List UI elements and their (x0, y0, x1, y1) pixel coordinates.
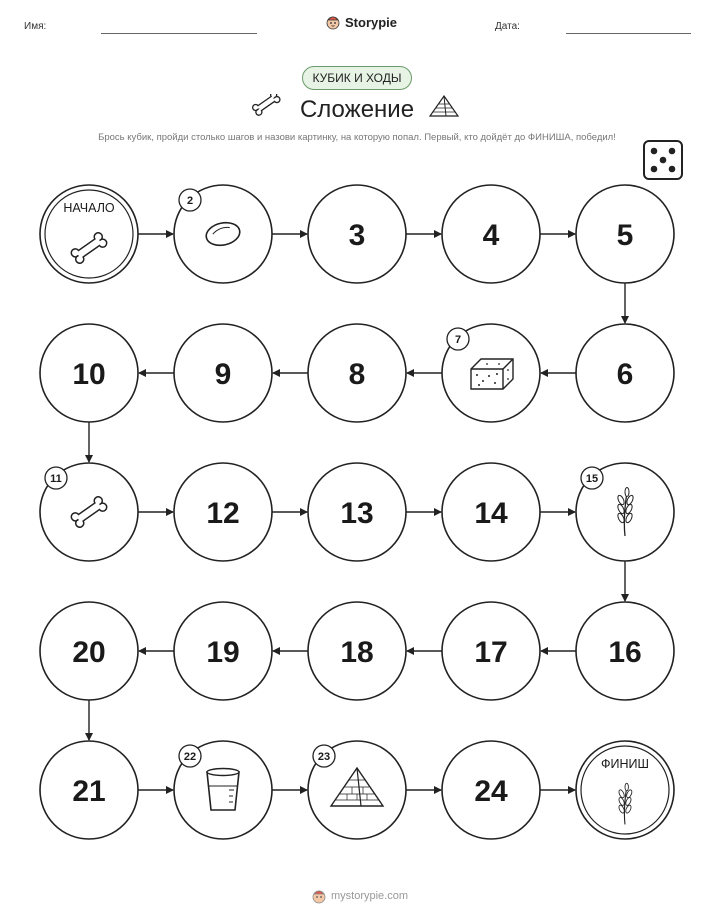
category-badge: КУБИК И ХОДЫ (302, 66, 412, 90)
cell-number: 21 (72, 775, 106, 808)
cup-icon (207, 769, 239, 811)
board-cells (40, 185, 674, 839)
board-cell (174, 324, 272, 422)
cell-number: 16 (608, 636, 642, 669)
instructions: Брось кубик, пройди столько шагов и назови картинку, на которую попал. Первый, кто дойдёт до ФИНИША, победил! (98, 132, 616, 143)
start-label: НАЧАЛО (63, 201, 115, 215)
cell-number: 6 (616, 358, 634, 391)
cell-number: 9 (214, 358, 232, 391)
board-cell (174, 463, 272, 561)
start-cell-ring (40, 185, 138, 283)
board-cell (576, 185, 674, 283)
cell-number: 17 (474, 636, 508, 669)
date-label: Дата: (495, 21, 520, 32)
cell-number: 10 (72, 358, 106, 391)
board-cell (174, 185, 272, 283)
cell-number: 8 (348, 358, 366, 391)
storypie-mascot-icon (311, 888, 327, 904)
cell-number: 15 (585, 473, 599, 485)
cell-number: 4 (482, 219, 500, 252)
board-cell (576, 463, 674, 561)
board-cell (40, 324, 138, 422)
cell-number: 24 (474, 775, 508, 808)
cell-number: 7 (454, 334, 462, 346)
board-cell (308, 185, 406, 283)
board-cell (442, 324, 540, 422)
cell-number: 12 (206, 497, 240, 530)
brand-name: Storypie (345, 14, 398, 30)
page-title: Сложение (299, 96, 415, 123)
cell-number: 23 (317, 751, 331, 763)
board-cell (308, 463, 406, 561)
board-cell (576, 741, 674, 839)
cell-number: 19 (206, 636, 240, 669)
board-cell (576, 602, 674, 700)
board-cell (174, 741, 272, 839)
board-cell (40, 741, 138, 839)
board-cell (40, 602, 138, 700)
board-cell (576, 324, 674, 422)
cell-number: 2 (186, 195, 194, 207)
finish-label: ФИНИШ (601, 757, 649, 771)
board-cell (442, 741, 540, 839)
cell-number: 13 (340, 497, 374, 530)
board-cell (308, 324, 406, 422)
board-cell (308, 602, 406, 700)
cell-number: 20 (72, 636, 106, 669)
cell-number: 14 (474, 497, 508, 530)
footer (311, 888, 408, 904)
sponge-icon (471, 359, 513, 389)
board-cell (308, 741, 406, 839)
board-cell (40, 463, 138, 561)
name-label: Имя: (24, 21, 47, 32)
cell-number: 18 (340, 636, 374, 669)
board-cell (174, 602, 272, 700)
board-cell (40, 185, 138, 283)
board-cell (442, 185, 540, 283)
board-cell (442, 602, 540, 700)
cell-number: 5 (616, 219, 634, 252)
cell-number: 22 (183, 751, 197, 763)
cell-number: 11 (50, 473, 62, 485)
cell-number: 3 (348, 219, 366, 252)
footer-site: mystorypie.com (331, 890, 409, 902)
board-cell (442, 463, 540, 561)
